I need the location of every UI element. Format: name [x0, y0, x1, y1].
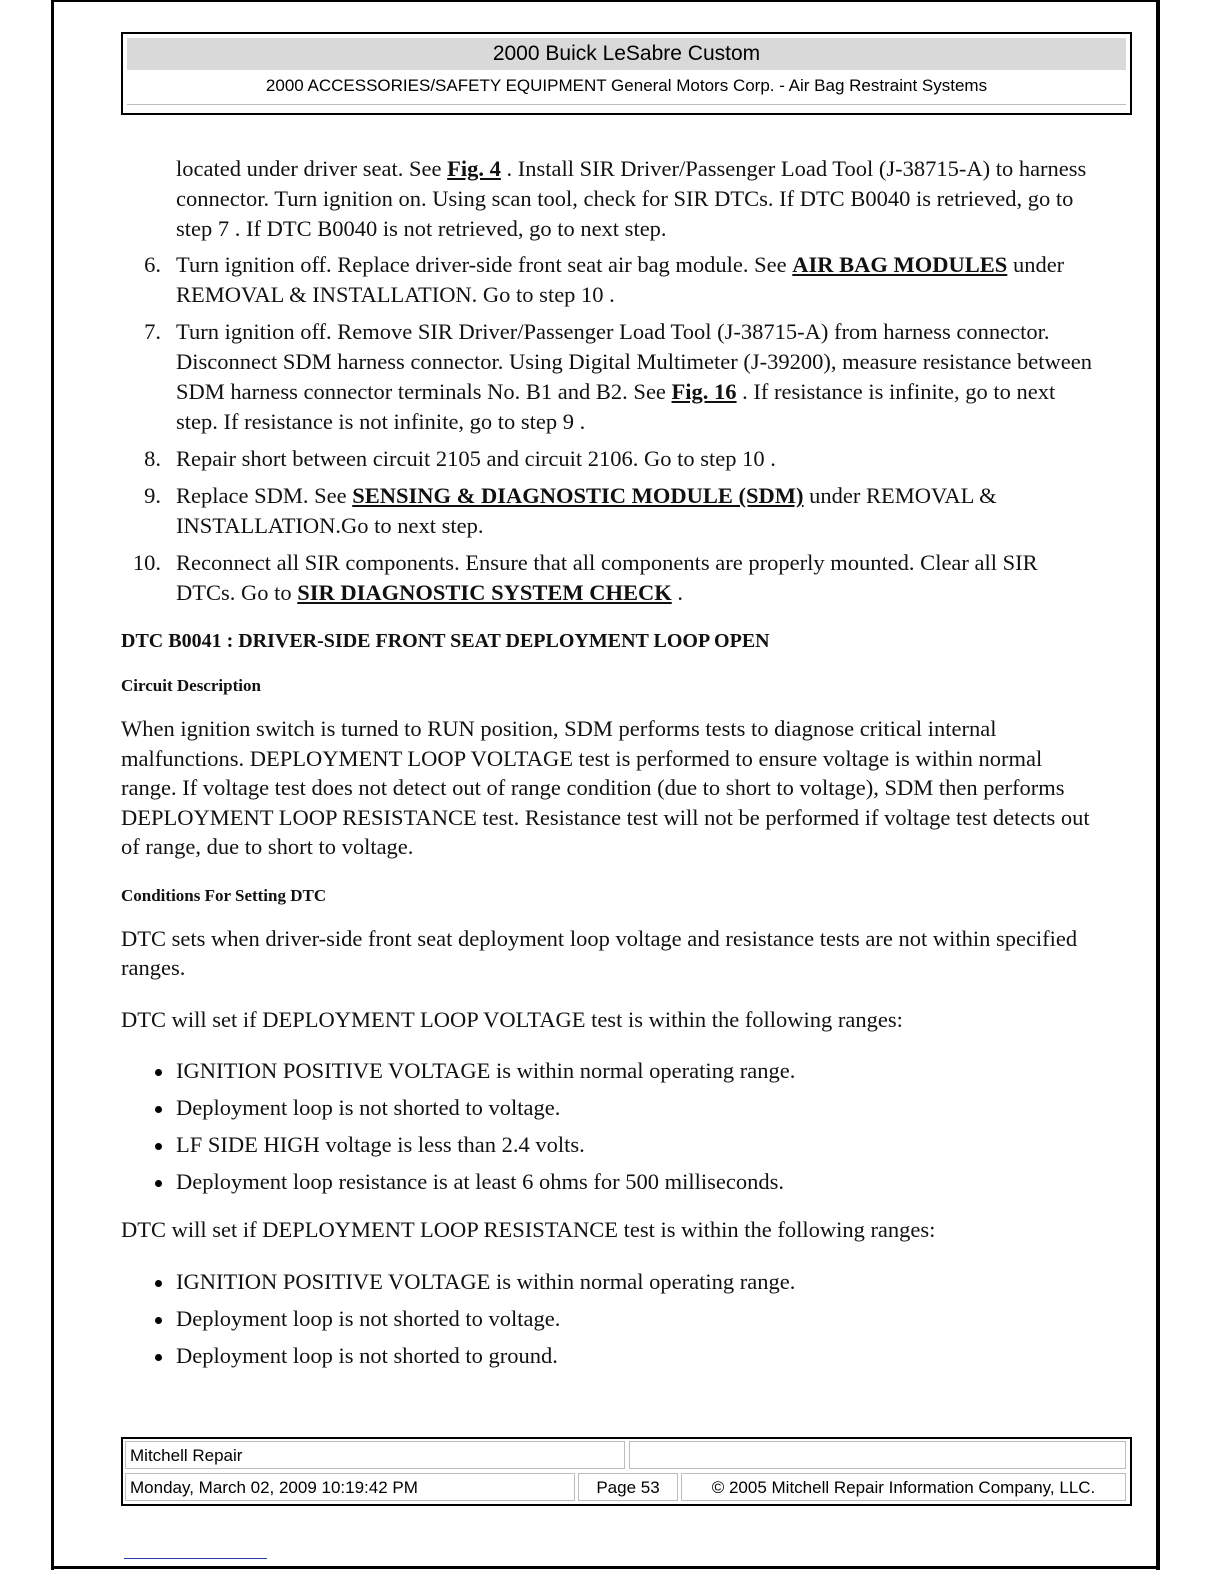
footer-datetime: Monday, March 02, 2009 10:19:42 PM [125, 1473, 575, 1501]
vehicle-title: 2000 Buick LeSabre Custom [127, 38, 1126, 70]
document-header [121, 32, 1132, 115]
step-text: . [671, 580, 683, 605]
continuation-text-2: . Install SIR Driver/Passenger Load Tool (J-38715-A) to harness connector. Turn ignition on. Using scan tool, check for SIR DTCs. If DTC B0040 is retrieved, go to step 7 . If DTC B0040 is not retrieved, go to next step. [176, 156, 1087, 241]
bullet-icon [155, 1280, 162, 1287]
list-item-text: IGNITION POSITIVE VOLTAGE is within normal operating range. [176, 1058, 796, 1083]
circuit-description-heading: Circuit Description [121, 676, 261, 695]
dtc-b0041-heading: DTC B0041 : DRIVER-SIDE FRONT SEAT DEPLOYMENT LOOP OPEN [121, 630, 770, 652]
footer-source: Mitchell Repair [125, 1441, 625, 1469]
step-text: Repair short between circuit 2105 and circuit 2106. Go to step 10 . [176, 446, 776, 471]
page-border-right [1156, 0, 1160, 1570]
page-border-top [51, 0, 1160, 2]
list-item-text: Deployment loop is not shorted to ground. [176, 1342, 558, 1368]
step-text: under REMOVAL & INSTALLATION.Go to next step. [176, 483, 997, 538]
air-bag-modules-link[interactable]: AIR BAG MODULES [792, 252, 1008, 277]
procedure-steps [121, 250, 1101, 608]
list-item-text: Deployment loop is not shorted to voltage. [176, 1305, 561, 1331]
step-text: under REMOVAL & INSTALLATION. Go to step 10 . [176, 252, 1065, 307]
bullet-icon [155, 1069, 162, 1076]
conditions-text: DTC sets when driver-side front seat deployment loop voltage and resistance tests are not within specified ranges. [121, 925, 1078, 980]
fig-16-link[interactable]: Fig. 16 [671, 379, 737, 404]
resistance-test-list [121, 1267, 1101, 1371]
section-subtitle: 2000 ACCESSORIES/SAFETY EQUIPMENT General Motors Corp. - Air Bag Restraint Systems [265, 76, 988, 95]
step-text: . If resistance is infinite, go to next step. If resistance is not infinite, go to step 9 . [176, 379, 1056, 434]
bottom-link-underline [124, 1558, 267, 1559]
list-item [121, 1341, 1101, 1371]
footer-blank-cell [629, 1441, 1126, 1469]
step-number: 9. [144, 483, 161, 508]
step-item [121, 317, 1101, 437]
step-number: 7. [144, 319, 161, 344]
step-text: Turn ignition off. Replace driver-side front seat air bag module. See [176, 252, 793, 277]
step-item [121, 250, 1101, 310]
page-border-left [51, 0, 54, 1570]
sir-diagnostic-check-link[interactable]: SIR DIAGNOSTIC SYSTEM CHECK [297, 580, 672, 605]
resistance-test-intro: DTC will set if DEPLOYMENT LOOP RESISTANCE test is within the following ranges: [121, 1217, 936, 1242]
list-item [121, 1267, 1101, 1297]
list-item [121, 1130, 1101, 1160]
list-item-text: IGNITION POSITIVE VOLTAGE is within normal operating range. [176, 1268, 796, 1294]
step-5-continuation [176, 154, 1101, 244]
footer-copyright: © 2005 Mitchell Repair Information Company, LLC. [681, 1473, 1126, 1501]
step-text: Reconnect all SIR components. Ensure that all components are properly mounted. Clear all SIR DTCs. Go to [176, 550, 1038, 605]
list-item [121, 1056, 1101, 1086]
step-number: 8. [144, 446, 161, 471]
list-item [121, 1167, 1101, 1197]
step-text: Turn ignition off. Remove SIR Driver/Passenger Load Tool (J-38715-A) from harness connector. Disconnect SDM harness connector. Using Digital Multimeter (J-39200), measure resistance between SDM harness connector terminals No. B1 and B2. See [176, 319, 1093, 404]
list-item-text: Deployment loop resistance is at least 6 ohms for 500 milliseconds. [176, 1169, 785, 1194]
step-number: 10. [132, 550, 161, 575]
step-text: Replace SDM. See [176, 483, 353, 508]
step-item [121, 548, 1101, 608]
step-item [121, 444, 1101, 474]
list-item-text: Deployment loop is not shorted to voltage. [176, 1095, 561, 1120]
footer-page-number: Page 53 [578, 1473, 678, 1501]
header-divider [127, 104, 1126, 105]
voltage-test-intro: DTC will set if DEPLOYMENT LOOP VOLTAGE test is within the following ranges: [121, 1006, 903, 1032]
bullet-icon [155, 1354, 162, 1361]
step-number: 6. [144, 252, 161, 277]
list-item [121, 1093, 1101, 1123]
sdm-module-link[interactable]: SENSING & DIAGNOSTIC MODULE (SDM) [352, 483, 804, 508]
fig-4-link[interactable]: Fig. 4 [447, 156, 501, 181]
bullet-icon [155, 1317, 162, 1324]
document-body [121, 154, 1101, 1389]
voltage-test-list [121, 1056, 1101, 1197]
list-item [121, 1304, 1101, 1334]
bullet-icon [155, 1106, 162, 1113]
bullet-icon [155, 1180, 162, 1187]
conditions-heading: Conditions For Setting DTC [121, 885, 327, 905]
bullet-icon [155, 1143, 162, 1150]
step-item [121, 481, 1101, 541]
circuit-description-text: When ignition switch is turned to RUN position, SDM performs tests to diagnose critical internal malfunctions. DEPLOYMENT LOOP VOLTAGE test is performed to ensure voltage is within normal range. If voltage test does not detect out of range condition (due to short to voltage), SDM then performs DEPLOYMENT LOOP RESISTANCE test. Resistance test will not be performed if voltage test detects out of range, due to short to voltage. [121, 716, 1090, 859]
page-border-bottom [51, 1566, 1160, 1569]
continuation-text-1: located under driver seat. See [176, 156, 448, 181]
list-item-text: LF SIDE HIGH voltage is less than 2.4 volts. [176, 1132, 585, 1157]
document-footer [121, 1437, 1132, 1506]
